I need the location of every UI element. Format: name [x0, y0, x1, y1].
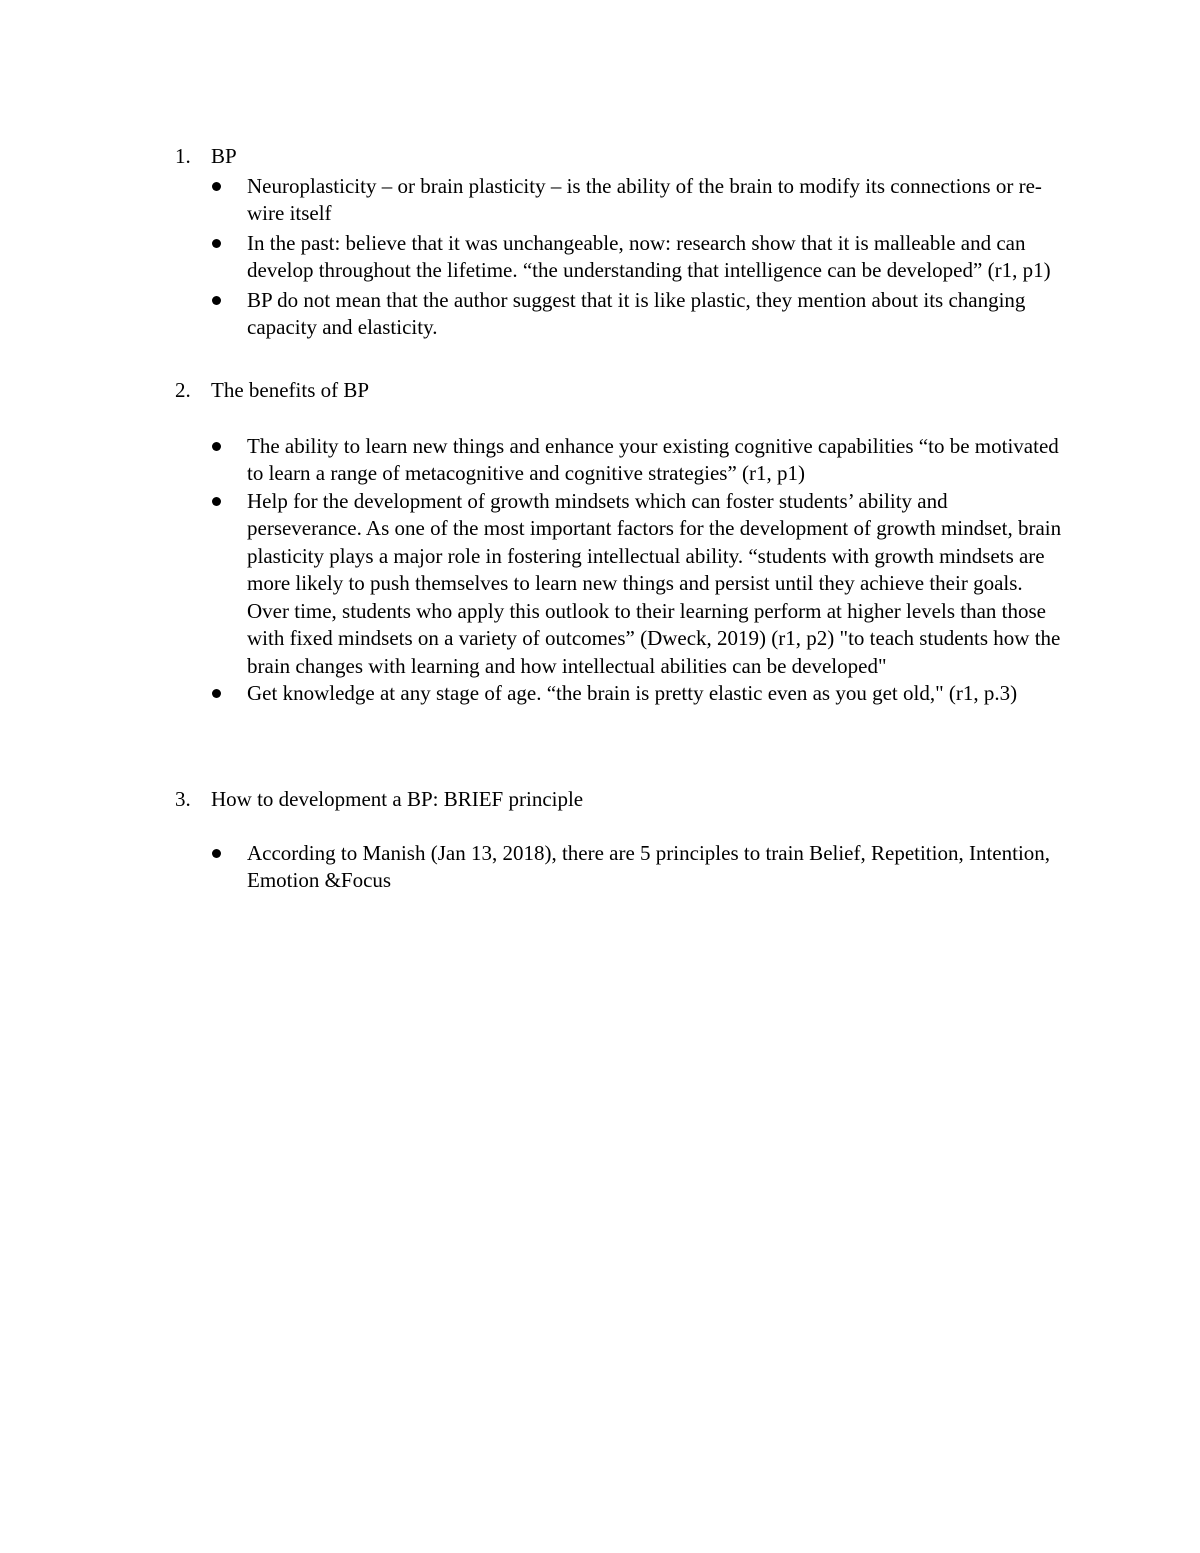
bullet-icon: [212, 239, 221, 248]
bullet-icon: [212, 182, 221, 191]
bullet-text: The ability to learn new things and enhance your existing cognitive capabilities “to be motivated to learn a range of metacognitive and cognitive strategies” (r1, p1): [247, 433, 1059, 485]
list-item-2: [0, 377, 1200, 708]
bullet-item: [0, 287, 1062, 342]
list-heading: How to development a BP: BRIEF principle: [211, 787, 584, 811]
bullet-text: Help for the development of growth mindsets which can foster students’ ability and perseverance. As one of the most important factors for the development of growth mindset, brain plasticity plays a major role in fostering intellectual ability. “students with growth mindsets are more likely to push themselves to learn new things and persist until they achieve their goals. Over time, students who apply this outlook to their learning perform at higher levels than those with fixed mindsets on a variety of outcomes” (Dweck, 2019) (r1, p2) "to teach students how the brain changes with learning and how intellectual abilities can be developed": [247, 488, 1062, 678]
bullet-icon: [212, 849, 221, 858]
bullet-item: [0, 680, 1062, 708]
bullet-text: Get knowledge at any stage of age. “the brain is pretty elastic even as you get old," (r1, p.3): [247, 681, 1018, 705]
list-item-3: [0, 786, 1200, 895]
list-heading: The benefits of BP: [211, 378, 370, 402]
bullet-item: [0, 840, 1062, 895]
list-heading: BP: [211, 144, 237, 168]
bullet-text: Neuroplasticity – or brain plasticity – is the ability of the brain to modify its connections or re-wire itself: [247, 173, 1042, 225]
bullet-text: In the past: believe that it was unchangeable, now: research show that it is malleable and can develop throughout the lifetime. “the understanding that intelligence can be developed” (r1, p1): [247, 230, 1051, 282]
bullet-icon: [212, 296, 221, 305]
list-item-1: [0, 143, 1200, 342]
bullet-item: [0, 433, 1062, 488]
list-number: 3.: [175, 787, 191, 811]
bullet-icon: [212, 689, 221, 698]
bullet-text: According to Manish (Jan 13, 2018), there are 5 principles to train Belief, Repetition, Intention, Emotion &Focus: [247, 840, 1051, 892]
list-item-header: [0, 786, 1200, 814]
bullet-text: BP do not mean that the author suggest that it is like plastic, they mention about its changing capacity and elasticity.: [247, 287, 1026, 339]
bullet-item: [0, 173, 1062, 228]
list-number: 2.: [175, 378, 191, 402]
list-item-header: [0, 143, 1200, 171]
bullet-icon: [212, 442, 221, 451]
list-number: 1.: [175, 144, 191, 168]
bullet-icon: [212, 497, 221, 506]
bullet-item: [0, 230, 1062, 285]
list-item-header: [0, 377, 1200, 405]
bullet-item: [0, 488, 1062, 681]
